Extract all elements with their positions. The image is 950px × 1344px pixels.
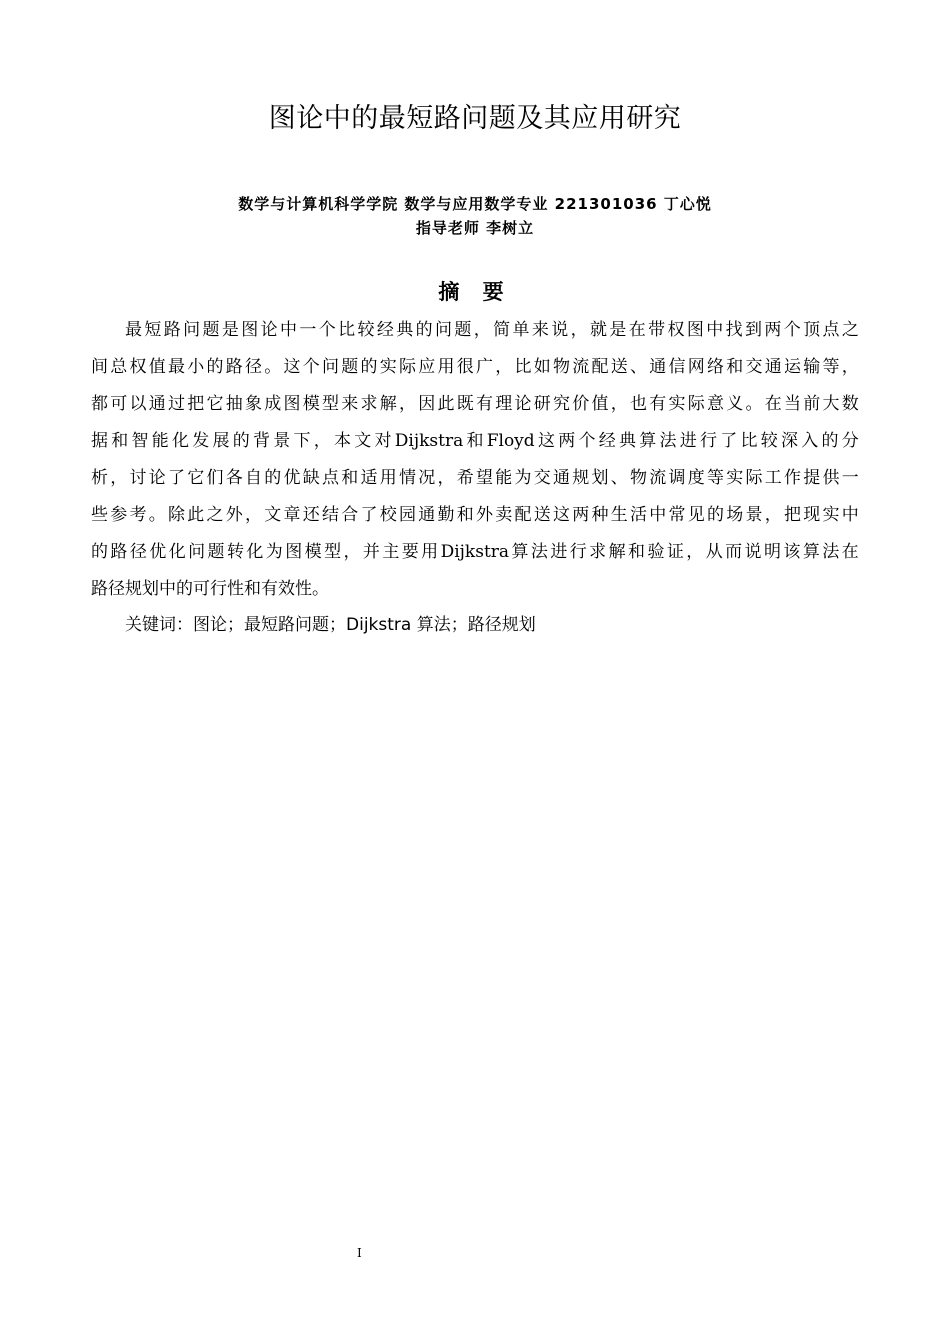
author-info: 数学与计算机科学学院 数学与应用数学专业 221301036 丁心悦 (238, 195, 712, 213)
keywords: 关键词：图论；最短路问题；Dijkstra 算法；路径规划 (125, 615, 536, 635)
paper-title: 图论中的最短路问题及其应用研究 (268, 103, 682, 134)
abstract-line: 间 总 权 值 最 小 的 路 径 。 这 个 问 题 的 实 际 应 用 很 广 ， 比 如 物 流 配 送 、 通 信 网 络 和 交 通 运 输 等 ， (91, 357, 859, 377)
abstract-line: 些 参 考 。 除 此 之 外 ， 文 章 还 结 合 了 校 园 通 勤 和 外 卖 配 送 这 两 种 生 活 中 常 见 的 场 景 ， 把 现 实 中 (91, 505, 859, 525)
abstract-body (91, 312, 859, 608)
abstract-line: 的 路 径 优 化 问 题 转 化 为 图 模 型 ， 并 主 要 用 Dijkstra 算 法 进 行 求 解 和 验 证 ， 从 而 说 明 该 算 法 在 (91, 542, 859, 562)
advisor-info: 指导老师 李树立 (415, 219, 535, 237)
abstract-line: 据 和 智 能 化 发 展 的 背 景 下 ， 本 文 对 Dijkstra 和 Floyd 这 两 个 经 典 算 法 进 行 了 比 较 深 入 的 分 (91, 431, 859, 451)
abstract-line: 最 短 路 问 题 是 图 论 中 一 个 比 较 经 典 的 问 题 ， 简 单 来 说 ， 就 是 在 带 权 图 中 找 到 两 个 顶 点 之 (125, 320, 859, 340)
abstract-line: 析 ， 讨 论 了 它 们 各 自 的 优 缺 点 和 适 用 情 况 ， 希 望 能 为 交 通 规 划 、 物 流 调 度 等 实 际 工 作 提 供 一 (91, 468, 859, 488)
abstract-line: 都 可 以 通 过 把 它 抽 象 成 图 模 型 来 求 解 ， 因 此 既 有 理 论 研 究 价 值 ， 也 有 实 际 意 义 。 在 当 前 大 数 (91, 394, 859, 414)
page-number: I (357, 1246, 362, 1260)
abstract-heading: 摘 要 (438, 280, 512, 304)
abstract-line: 路径规划中的可行性和有效性。 (91, 579, 329, 599)
